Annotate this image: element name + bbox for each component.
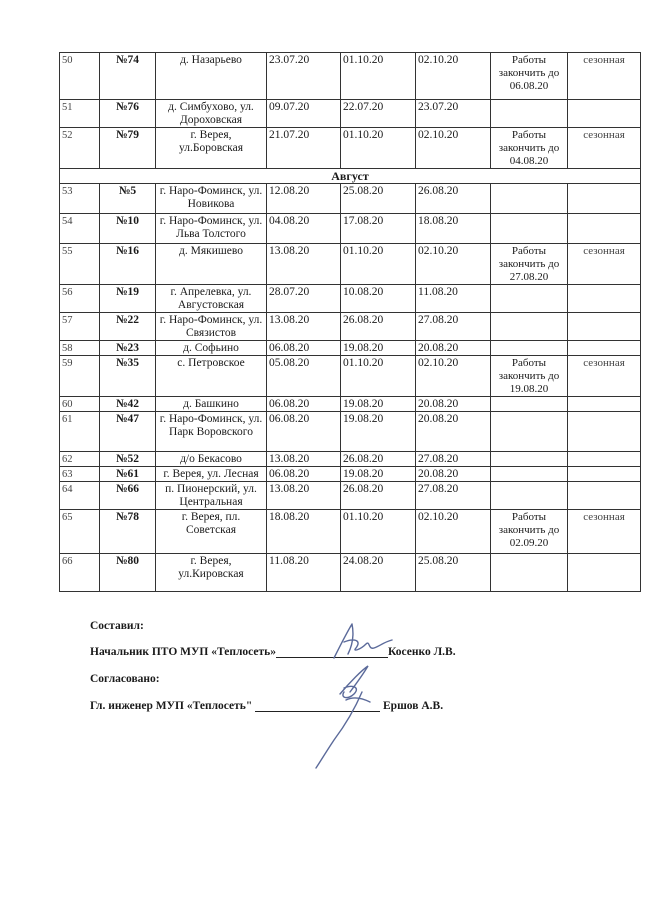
row-number-cell: 60 (60, 397, 100, 412)
table-row (60, 341, 641, 356)
commission-date-cell: 20.08.20 (416, 397, 491, 412)
table-row (60, 397, 641, 412)
commission-date-cell: 26.08.20 (416, 184, 491, 214)
table-row (60, 285, 641, 313)
object-code-cell: №5 (100, 184, 156, 214)
season-cell: сезонная (568, 53, 641, 100)
row-number-cell: 63 (60, 467, 100, 482)
commission-date-cell: 25.08.20 (416, 554, 491, 592)
address-cell: п. Пионерский, ул. Центральная (156, 482, 267, 510)
note-cell (491, 184, 568, 214)
commission-date-cell: 20.08.20 (416, 467, 491, 482)
address-cell: г. Верея, ул.Боровская (156, 128, 267, 169)
note-cell: Работы закончить до 02.09.20 (491, 510, 568, 554)
start-date-cell: 21.07.20 (267, 128, 341, 169)
approved-position: Гл. инженер МУП «Теплосеть" (90, 700, 253, 712)
object-code-cell: №16 (100, 244, 156, 285)
row-number-cell: 59 (60, 356, 100, 397)
season-cell (568, 452, 641, 467)
month-label: Август (60, 169, 641, 184)
end-date-cell: 17.08.20 (341, 214, 416, 244)
start-date-cell: 13.08.20 (267, 482, 341, 510)
object-code-cell: №80 (100, 554, 156, 592)
row-number-cell: 65 (60, 510, 100, 554)
row-number-cell: 53 (60, 184, 100, 214)
commission-date-cell: 27.08.20 (416, 482, 491, 510)
address-cell: д. Назарьево (156, 53, 267, 100)
note-cell (491, 100, 568, 128)
start-date-cell: 04.08.20 (267, 214, 341, 244)
table-row (60, 184, 641, 214)
note-cell: Работы закончить до 06.08.20 (491, 53, 568, 100)
signature-kosenko (326, 620, 396, 668)
signature-ershov (310, 662, 380, 772)
schedule-table (59, 52, 641, 592)
address-cell: с. Петровское (156, 356, 267, 397)
start-date-cell: 28.07.20 (267, 285, 341, 313)
note-cell (491, 452, 568, 467)
table-row (60, 510, 641, 554)
end-date-cell: 19.08.20 (341, 397, 416, 412)
end-date-cell: 25.08.20 (341, 184, 416, 214)
start-date-cell: 09.07.20 (267, 100, 341, 128)
note-cell (491, 482, 568, 510)
table-row (60, 128, 641, 169)
row-number-cell: 61 (60, 412, 100, 452)
commission-date-cell: 02.10.20 (416, 53, 491, 100)
note-cell (491, 214, 568, 244)
note-cell (491, 313, 568, 341)
note-cell (491, 554, 568, 592)
end-date-cell: 19.08.20 (341, 467, 416, 482)
month-row (60, 169, 641, 184)
season-cell (568, 467, 641, 482)
season-cell (568, 554, 641, 592)
end-date-cell: 01.10.20 (341, 356, 416, 397)
end-date-cell: 22.07.20 (341, 100, 416, 128)
commission-date-cell: 02.10.20 (416, 128, 491, 169)
address-cell: г. Наро-Фоминск, ул. Льва Толстого (156, 214, 267, 244)
table-row (60, 356, 641, 397)
start-date-cell: 11.08.20 (267, 554, 341, 592)
season-cell: сезонная (568, 510, 641, 554)
start-date-cell: 18.08.20 (267, 510, 341, 554)
season-cell (568, 341, 641, 356)
object-code-cell: №23 (100, 341, 156, 356)
note-cell: Работы закончить до 27.08.20 (491, 244, 568, 285)
table-row (60, 452, 641, 467)
approved-label: Согласовано: (90, 673, 160, 685)
season-cell (568, 285, 641, 313)
table-row (60, 467, 641, 482)
start-date-cell: 06.08.20 (267, 412, 341, 452)
commission-date-cell: 02.10.20 (416, 510, 491, 554)
note-cell (491, 341, 568, 356)
note-cell (491, 285, 568, 313)
row-number-cell: 58 (60, 341, 100, 356)
season-cell (568, 412, 641, 452)
note-cell: Работы закончить до 19.08.20 (491, 356, 568, 397)
compiled-position: Начальник ПТО МУП «Теплосеть» (90, 646, 276, 658)
row-number-cell: 52 (60, 128, 100, 169)
start-date-cell: 05.08.20 (267, 356, 341, 397)
row-number-cell: 64 (60, 482, 100, 510)
address-cell: г. Верея, ул.Кировская (156, 554, 267, 592)
address-cell: д/о Бекасово (156, 452, 267, 467)
compiled-name: Косенко Л.В. (388, 646, 456, 658)
row-number-cell: 54 (60, 214, 100, 244)
season-cell (568, 482, 641, 510)
start-date-cell: 23.07.20 (267, 53, 341, 100)
row-number-cell: 57 (60, 313, 100, 341)
table-row (60, 482, 641, 510)
season-cell (568, 184, 641, 214)
address-cell: г. Верея, ул. Лесная (156, 467, 267, 482)
start-date-cell: 13.08.20 (267, 313, 341, 341)
end-date-cell: 19.08.20 (341, 341, 416, 356)
table-row (60, 244, 641, 285)
commission-date-cell: 27.08.20 (416, 452, 491, 467)
object-code-cell: №22 (100, 313, 156, 341)
table-row (60, 100, 641, 128)
row-number-cell: 62 (60, 452, 100, 467)
end-date-cell: 01.10.20 (341, 510, 416, 554)
commission-date-cell: 23.07.20 (416, 100, 491, 128)
object-code-cell: №47 (100, 412, 156, 452)
address-cell: г. Наро-Фоминск, ул. Парк Воровского (156, 412, 267, 452)
start-date-cell: 12.08.20 (267, 184, 341, 214)
address-cell: д. Башкино (156, 397, 267, 412)
commission-date-cell: 27.08.20 (416, 313, 491, 341)
end-date-cell: 26.08.20 (341, 313, 416, 341)
season-cell: сезонная (568, 356, 641, 397)
object-code-cell: №74 (100, 53, 156, 100)
season-cell: сезонная (568, 244, 641, 285)
season-cell: сезонная (568, 128, 641, 169)
start-date-cell: 06.08.20 (267, 467, 341, 482)
address-cell: г. Наро-Фоминск, ул. Новикова (156, 184, 267, 214)
object-code-cell: №52 (100, 452, 156, 467)
object-code-cell: №61 (100, 467, 156, 482)
table-row (60, 554, 641, 592)
address-cell: г. Верея, пл. Советская (156, 510, 267, 554)
season-cell (568, 100, 641, 128)
row-number-cell: 55 (60, 244, 100, 285)
season-cell (568, 214, 641, 244)
object-code-cell: №79 (100, 128, 156, 169)
commission-date-cell: 20.08.20 (416, 412, 491, 452)
table-row (60, 313, 641, 341)
end-date-cell: 01.10.20 (341, 53, 416, 100)
note-cell: Работы закончить до 04.08.20 (491, 128, 568, 169)
approved-name: Ершов А.В. (383, 700, 444, 712)
address-cell: г. Апрелевка, ул. Августовская (156, 285, 267, 313)
season-cell (568, 313, 641, 341)
object-code-cell: №10 (100, 214, 156, 244)
row-number-cell: 50 (60, 53, 100, 100)
compiled-signature-line (90, 646, 456, 658)
end-date-cell: 24.08.20 (341, 554, 416, 592)
object-code-cell: №76 (100, 100, 156, 128)
note-cell (491, 412, 568, 452)
end-date-cell: 01.10.20 (341, 128, 416, 169)
commission-date-cell: 02.10.20 (416, 244, 491, 285)
table-row (60, 214, 641, 244)
compiled-label: Составил: (90, 620, 144, 632)
address-cell: д. Мякишево (156, 244, 267, 285)
object-code-cell: №19 (100, 285, 156, 313)
start-date-cell: 13.08.20 (267, 452, 341, 467)
end-date-cell: 01.10.20 (341, 244, 416, 285)
commission-date-cell: 18.08.20 (416, 214, 491, 244)
note-cell (491, 467, 568, 482)
row-number-cell: 51 (60, 100, 100, 128)
table-row (60, 53, 641, 100)
start-date-cell: 06.08.20 (267, 397, 341, 412)
end-date-cell: 19.08.20 (341, 412, 416, 452)
commission-date-cell: 11.08.20 (416, 285, 491, 313)
object-code-cell: №35 (100, 356, 156, 397)
row-number-cell: 66 (60, 554, 100, 592)
season-cell (568, 397, 641, 412)
approved-signature-line (90, 700, 443, 712)
commission-date-cell: 02.10.20 (416, 356, 491, 397)
note-cell (491, 397, 568, 412)
start-date-cell: 06.08.20 (267, 341, 341, 356)
object-code-cell: №78 (100, 510, 156, 554)
object-code-cell: №66 (100, 482, 156, 510)
start-date-cell: 13.08.20 (267, 244, 341, 285)
row-number-cell: 56 (60, 285, 100, 313)
address-cell: д. Симбухово, ул. Дороховская (156, 100, 267, 128)
table-row (60, 412, 641, 452)
address-cell: д. Софьино (156, 341, 267, 356)
commission-date-cell: 20.08.20 (416, 341, 491, 356)
end-date-cell: 10.08.20 (341, 285, 416, 313)
object-code-cell: №42 (100, 397, 156, 412)
end-date-cell: 26.08.20 (341, 482, 416, 510)
address-cell: г. Наро-Фоминск, ул. Связистов (156, 313, 267, 341)
end-date-cell: 26.08.20 (341, 452, 416, 467)
